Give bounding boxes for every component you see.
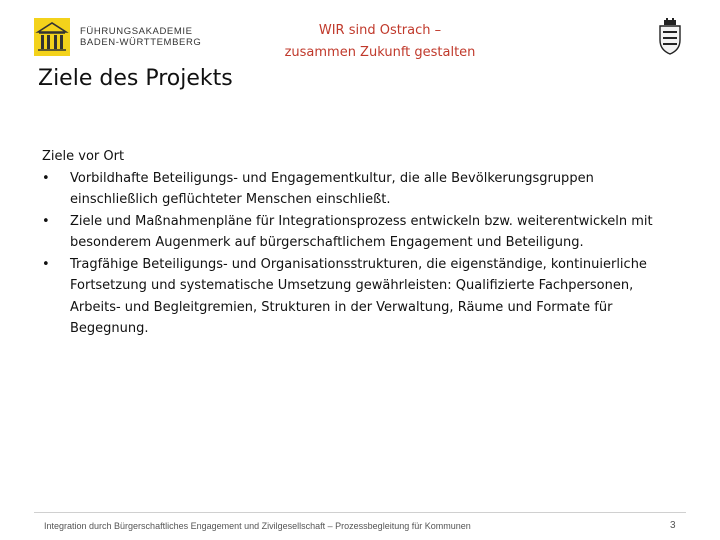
tagline [270,20,490,64]
coat-of-arms-icon [657,18,683,56]
logo-text [80,26,201,48]
logo-line-2: BADEN-WÜRTTEMBERG [80,37,202,48]
list-item-text: Ziele und Maßnahmenpläne für Integrationsprozess entwickeln bzw. weiterentwickeln mit besonderem Augenmerk auf bürgerschaftlichem Engagement und Beteiligung. [70,213,653,250]
fuehrungsakademie-logo [34,18,201,56]
list-item-text: Vorbildhafte Beteiligungs- und Engagementkultur, die alle Bevölkerungsgruppen einschließlich geflüchteter Menschen einschließt. [70,170,594,207]
list-item-text: Tragfähige Beteiligungs- und Organisationsstrukturen, die eigenständige, kontinuierliche Fortsetzung und systematische Umsetzung gewährleisten: Qualifizierte Fachpersonen, Arbeits- und Begleitgremien, Strukturen in der Verwaltung, Räume und Formate für Begegnung. [70,256,647,336]
bullet-icon: • [42,256,50,272]
tagline-line-1: WIR sind Ostrach – [318,23,442,38]
footer-divider [34,512,686,513]
list-item [42,254,682,340]
building-icon [34,18,70,56]
list-item [42,211,682,254]
page-title: Ziele des Projekts [38,66,233,91]
bullet-icon: • [42,213,50,229]
main-content [42,146,682,340]
list-item [42,168,682,211]
page-number: 3 [670,520,676,531]
goal-list [42,168,682,340]
footer-text: Integration durch Bürgerschaftliches Engagement und Zivilgesellschaft – Prozessbegleitung für Kommunen [44,521,471,531]
logo-line-1: FÜHRUNGSAKADEMIE [80,26,193,37]
section-subtitle: Ziele vor Ort [42,149,125,164]
tagline-line-2: zusammen Zukunft gestalten [284,45,476,60]
bullet-icon: • [42,170,50,186]
